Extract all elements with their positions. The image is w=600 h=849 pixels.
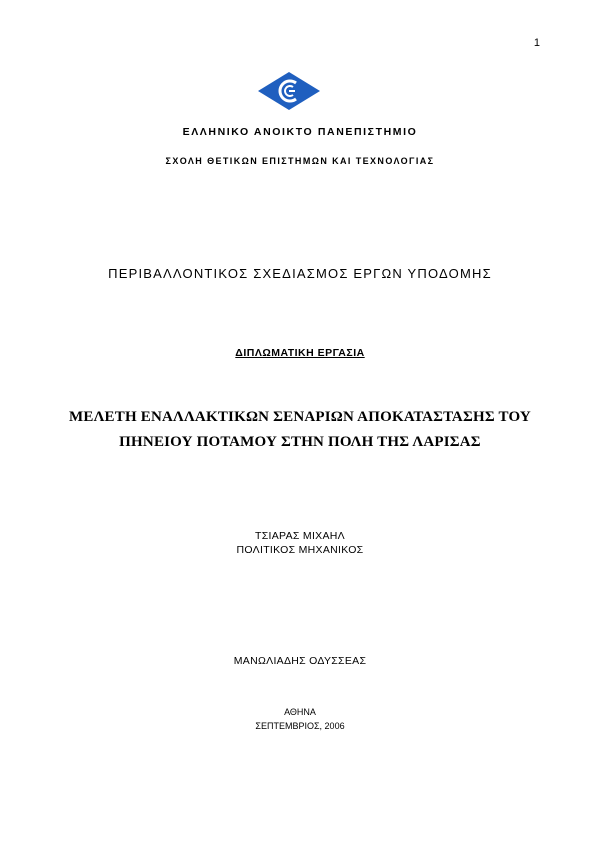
school-name: ΣΧΟΛΗ ΘΕΤΙΚΩΝ ΕΠΙΣΤΗΜΩΝ ΚΑΙ ΤΕΧΝΟΛΟΓΙΑΣ	[165, 156, 435, 166]
author-name: ΤΣΙΑΡΑΣ ΜΙΧΑΗΛ	[255, 530, 345, 542]
program-name: ΠΕΡΙΒΑΛΛΟΝΤΙΚΟΣ ΣΧΕΔΙΑΣΜΟΣ ΕΡΓΩΝ ΥΠΟΔΟΜΗΣ	[108, 266, 492, 281]
city: ΑΘΗΝΑ	[284, 707, 316, 717]
page-number: 1	[533, 37, 540, 49]
thesis-title-line-2: ΠΗΝΕΙΟΥ ΠΟΤΑΜΟΥ ΣΤΗΝ ΠΟΛΗ ΤΗΣ ΛΑΡΙΣΑΣ	[119, 434, 481, 450]
university-name: ΕΛΛΗΝΙΚΟ ΑΝΟΙΚΤΟ ΠΑΝΕΠΙΣΤΗΜΙΟ	[182, 126, 418, 138]
author-occupation: ΠΟΛΙΤΙΚΟΣ ΜΗΧΑΝΙΚΟΣ	[236, 544, 364, 556]
date: ΣΕΠΤΕΜΒΡΙΟΣ, 2006	[255, 721, 345, 731]
document-type: ΔΙΠΛΩΜΑΤΙΚΗ ΕΡΓΑΣΙΑ	[235, 347, 365, 359]
supervisor-name: ΜΑΝΩΛΙΑΔΗΣ ΟΔΥΣΣΕΑΣ	[233, 655, 367, 667]
university-logo-icon	[258, 72, 320, 110]
thesis-title-line-1: ΜΕΛΕΤΗ ΕΝΑΛΛΑΚΤΙΚΩΝ ΣΕΝΑΡΙΩΝ ΑΠΟΚΑΤΑΣΤΑΣΗΣ ΤΟΥ	[69, 409, 531, 425]
